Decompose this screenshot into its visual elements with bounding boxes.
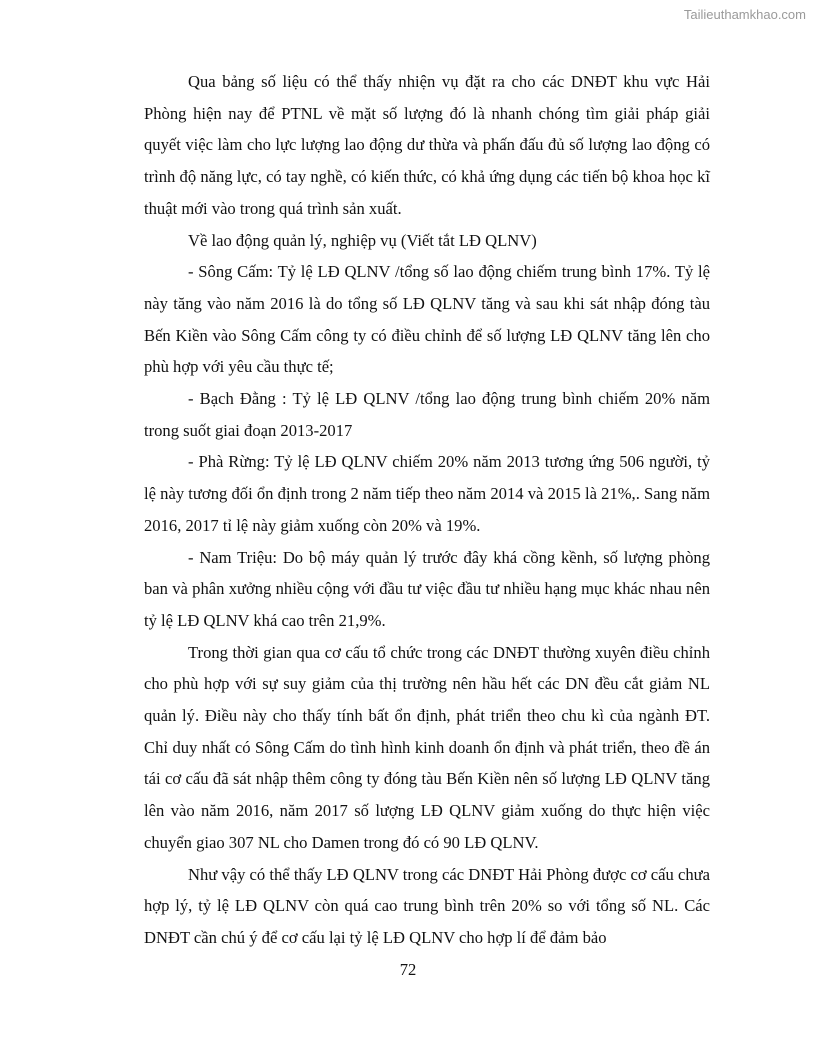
paragraph-pha-rung: - Phà Rừng: Tỷ lệ LĐ QLNV chiếm 20% năm 2013 tương ứng 506 người, tỷ lệ này tương đối ổn định trong 2 năm tiếp theo năm 2014 và 2015 là 21%,. Sang năm 2016, 2017 tỉ lệ này giảm xuống còn 20% và 19%. (144, 452, 710, 535)
page-number: 72 (399, 960, 417, 979)
paragraph-intro: Qua bảng số liệu có thể thấy nhiện vụ đặt ra cho các DNĐT khu vực Hải Phòng hiện nay để PTNL về mặt số lượng đó là nhanh chóng tìm giải pháp giải quyết việc làm cho lực lượng lao động dư thừa và phấn đấu đủ số lượng lao động có trình độ năng lực, có tay nghề, có kiến thức, có khả ứng dụng các tiến bộ khoa học kĩ thuật mới vào trong quá trình sản xuất. (144, 72, 710, 218)
page-body (144, 66, 710, 954)
paragraph-song-cam: - Sông Cấm: Tỷ lệ LĐ QLNV /tổng số lao động chiếm trung bình 17%. Tỷ lệ này tăng vào năm 2016 là do tổng số LĐ QLNV tăng và sau khi sát nhập đóng tàu Bến Kiền vào Sông Cấm công ty có điều chỉnh để số lượng LĐ QLNV tăng lên cho phù hợp với yêu cầu thực tế; (144, 262, 710, 377)
watermark: Tailieuthamkhao.com (683, 7, 806, 22)
paragraph-heading-management: Về lao động quản lý, nghiệp vụ (Viết tắt LĐ QLNV) (188, 230, 537, 250)
paragraph-restructuring: Trong thời gian qua cơ cấu tổ chức trong các DNĐT thường xuyên điều chỉnh cho phù hợp với sự suy giảm của thị trường nên hầu hết các DN đều cắt giảm NL quản lý. Điều này cho thấy tính bất ổn định, phát triển theo chu kì của ngành ĐT. Chỉ duy nhất có Sông Cấm do tình hình kinh doanh ổn định và phát triển, theo đề án tái cơ cấu đã sát nhập thêm công ty đóng tàu Bến Kiền nên số lượng LĐ QLNV tăng lên vào năm 2016, năm 2017 số lượng LĐ QLNV giảm xuống do thực hiện việc chuyển giao 307 NL cho Damen trong đó có 90 LĐ QLNV. (144, 642, 710, 852)
paragraph-nam-trieu: - Nam Triệu: Do bộ máy quản lý trước đây khá cồng kềnh, số lượng phòng ban và phân xưởng nhiều cộng với đầu tư việc đầu tư nhiều hạng mục khác nhau nên tỷ lệ LĐ QLNV khá cao trên 21,9%. (144, 547, 710, 630)
paragraph-conclusion: Như vậy có thể thấy LĐ QLNV trong các DNĐT Hải Phòng được cơ cấu chưa hợp lý, tỷ lệ LĐ QLNV còn quá cao trung bình trên 20% so với tổng số NL. Các DNĐT cần chú ý để cơ cấu lại tỷ lệ LĐ QLNV cho hợp lí để đảm bảo (144, 864, 710, 947)
paragraph-bach-dang: - Bạch Đằng : Tỷ lệ LĐ QLNV /tổng lao động trung bình chiếm 20% năm trong suốt giai đoạn 2013-2017 (144, 389, 710, 440)
